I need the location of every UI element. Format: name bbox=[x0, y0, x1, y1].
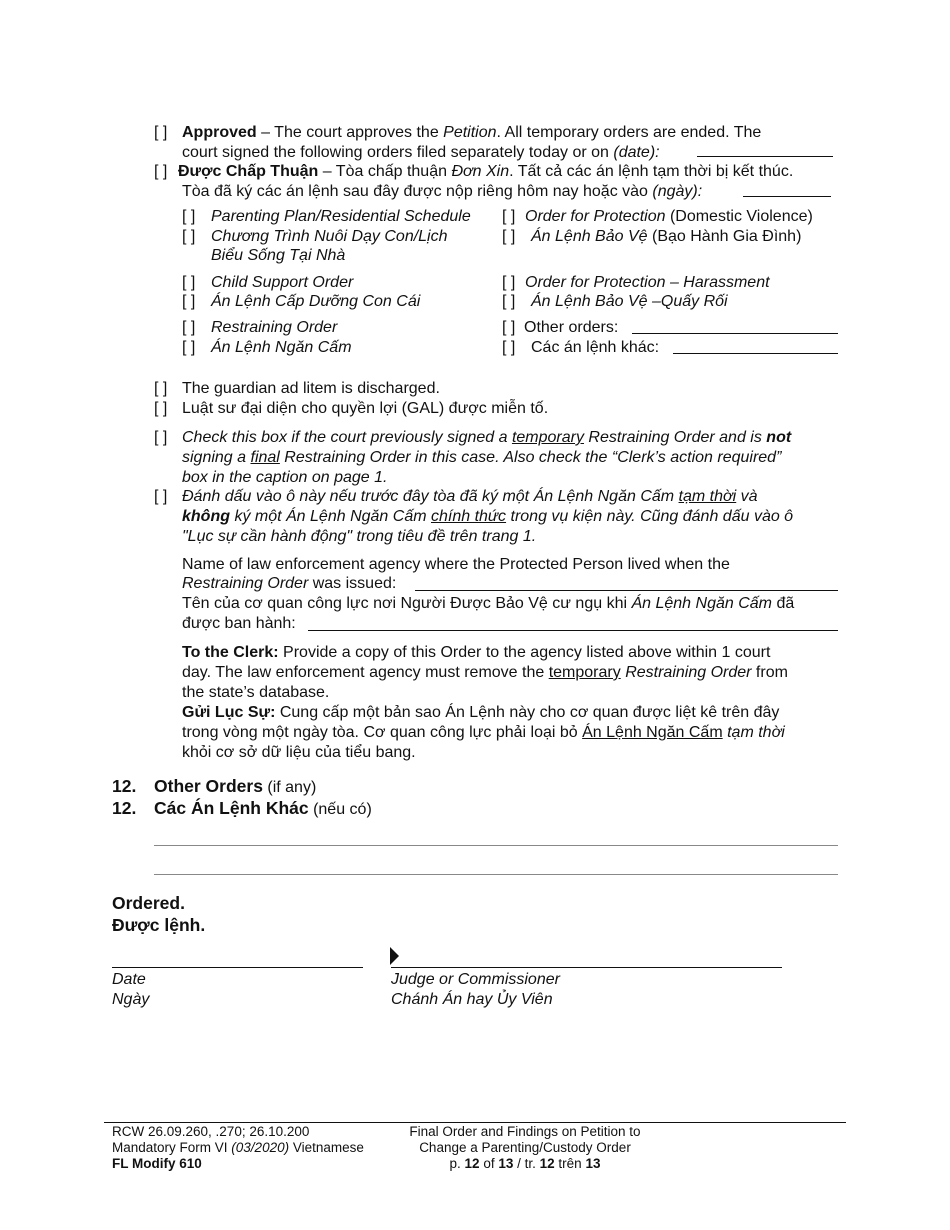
child-support-label: Child Support Order bbox=[211, 274, 354, 291]
other-orders-vi-field[interactable] bbox=[673, 353, 838, 354]
approved-date-field[interactable] bbox=[697, 156, 833, 157]
section-12-vi-number: 12. bbox=[112, 798, 137, 818]
clerk-en-line-2 bbox=[182, 663, 862, 683]
approved-vi-checkbox[interactable]: [ ] bbox=[154, 163, 168, 180]
date-label: (date): bbox=[613, 144, 660, 161]
clerk-vi-text-a: Cung cấp một bản sao Án Lệnh này cho cơ quan được liệt kê trên đây bbox=[275, 704, 780, 721]
protection-order-vi-suffix: (Bạo Hành Gia Đình) bbox=[647, 228, 802, 245]
other-orders-label: Other orders: bbox=[524, 319, 619, 336]
parenting-plan-vi-label-2: Biểu Sống Tại Nhà bbox=[211, 247, 346, 264]
agency-vi-line1 bbox=[182, 594, 794, 614]
clerk-title: To the Clerk: bbox=[182, 644, 279, 661]
approved-title: Approved bbox=[182, 124, 257, 141]
judge-label-en: Judge or Commissioner bbox=[391, 971, 560, 988]
agency-name-vi-field[interactable] bbox=[308, 630, 838, 631]
chinh-thuc-term: chính thức bbox=[430, 508, 507, 525]
petition-vi-term: Đơn Xin bbox=[451, 163, 510, 180]
clerk-text-b: day. The law enforcement agency must remove the bbox=[182, 664, 549, 681]
temp-ro-line-2 bbox=[182, 448, 852, 468]
footer-page-tr: / tr. bbox=[513, 1156, 540, 1171]
protection-order-title: Order for Protection bbox=[525, 208, 666, 225]
temp-ro-vi-text-b: và bbox=[736, 488, 758, 505]
agency-vi-text-b: đã bbox=[772, 595, 795, 612]
agency-vi-line2: được ban hành: bbox=[182, 615, 296, 632]
judge-label-vi: Chánh Án hay Ủy Viên bbox=[391, 991, 553, 1008]
clerk-vi-line-3: khỏi cơ sở dữ liệu của tiểu bang. bbox=[182, 744, 416, 761]
section-12-title bbox=[154, 776, 316, 798]
harassment-vi-label: Án Lệnh Bảo Vệ –Quấy Rối bbox=[531, 293, 728, 310]
temp-ro-text-a: Check this box if the court previously signed a bbox=[182, 429, 512, 446]
judge-signature-line[interactable] bbox=[391, 967, 782, 968]
temp-ro-vi-text bbox=[182, 487, 852, 547]
approved-text: – The court approves the bbox=[256, 124, 444, 141]
temp-ro-vi-line-2 bbox=[182, 507, 852, 527]
temp-ro-text bbox=[182, 428, 852, 488]
other-orders-checkbox[interactable]: [ ] bbox=[502, 319, 516, 336]
agency-ro-term: Restraining Order bbox=[182, 575, 309, 592]
clerk-ro: Restraining Order bbox=[625, 664, 752, 681]
temp-ro-vi-checkbox[interactable]: [ ] bbox=[154, 488, 168, 505]
guardian-checkbox[interactable]: [ ] bbox=[154, 380, 168, 397]
date-label-en: Date bbox=[112, 971, 146, 988]
footer-page-tren: trên bbox=[554, 1156, 586, 1171]
footer-title-1: Final Order and Findings on Petition to bbox=[409, 1124, 641, 1139]
signature-arrow-icon bbox=[389, 946, 401, 966]
restraining-order-vi-label: Án Lệnh Ngăn Cấm bbox=[211, 339, 352, 356]
approved-text-2: . All temporary orders are ended. The bbox=[496, 124, 762, 141]
clerk-vi-tam: tạm thời bbox=[727, 724, 785, 741]
clerk-vi-title: Gửi Lục Sự: bbox=[182, 704, 276, 721]
clerk-vi-line-2 bbox=[182, 723, 862, 743]
agency-was-issued: was issued: bbox=[308, 575, 397, 592]
section-12-number: 12. bbox=[112, 776, 137, 796]
footer-rcw: RCW 26.09.260, .270; 26.10.200 bbox=[112, 1124, 310, 1139]
parenting-plan-vi-label: Chương Trình Nuôi Dạy Con/Lịch bbox=[211, 228, 448, 245]
temp-ro-text-b: Restraining Order and is bbox=[583, 429, 767, 446]
footer-left bbox=[112, 1124, 364, 1172]
other-orders-vi-checkbox[interactable]: [ ] bbox=[502, 339, 516, 356]
date-signature-line[interactable] bbox=[112, 967, 363, 968]
other-orders-line-1[interactable] bbox=[154, 845, 838, 846]
temp-ro-vi-line-3: "Lục sự cần hành động" trong tiêu đề trên trang 1. bbox=[182, 528, 537, 545]
footer-page-of: of bbox=[479, 1156, 499, 1171]
approved-vi-line1 bbox=[178, 162, 858, 182]
section-12-vi-title bbox=[154, 798, 372, 820]
clerk-en bbox=[182, 643, 862, 763]
protection-order-vi-checkbox[interactable]: [ ] bbox=[502, 228, 516, 245]
approved-text-3: court signed the following orders filed separately today or on bbox=[182, 144, 614, 161]
approved-en-line2 bbox=[182, 143, 660, 163]
clerk-from: from bbox=[751, 664, 788, 681]
ordered-vi: Được lệnh. bbox=[112, 915, 206, 935]
footer-form bbox=[112, 1140, 364, 1156]
temporary-term: temporary bbox=[511, 429, 584, 446]
approved-checkbox[interactable]: [ ] bbox=[154, 124, 168, 141]
ordered-en: Ordered. bbox=[112, 893, 185, 913]
approved-en-line1 bbox=[182, 123, 832, 143]
khong-term: không bbox=[182, 508, 230, 525]
section-12-en-sub: (if any) bbox=[262, 779, 317, 796]
agency-en-line2 bbox=[182, 574, 396, 594]
temp-ro-vi-text-a: Đánh dấu vào ô này nếu trước đây tòa đã ký một Án Lệnh Ngăn Cấm bbox=[182, 488, 679, 505]
tam-thoi-term: tạm thời bbox=[678, 488, 737, 505]
clerk-temporary: temporary bbox=[548, 664, 621, 681]
petition-term: Petition bbox=[443, 124, 497, 141]
approved-vi-text: – Tòa chấp thuận bbox=[318, 163, 452, 180]
temp-ro-vi-line-1 bbox=[182, 487, 852, 507]
agency-name-field[interactable] bbox=[415, 590, 838, 591]
protection-order-suffix: (Domestic Violence) bbox=[665, 208, 813, 225]
clerk-vi-alnc: Án Lệnh Ngăn Cấm bbox=[582, 724, 723, 741]
restraining-order-checkbox[interactable]: [ ] bbox=[182, 319, 196, 336]
footer-title-2: Change a Parenting/Custody Order bbox=[419, 1140, 631, 1155]
footer-page-total-vi: 13 bbox=[585, 1156, 601, 1171]
guardian-vi-label: Luật sư đại diện cho quyền lợi (GAL) được miễn tố. bbox=[182, 400, 549, 417]
clerk-vi-line-1 bbox=[182, 703, 862, 723]
approved-vi-date-field[interactable] bbox=[743, 196, 831, 197]
footer-page bbox=[380, 1156, 670, 1172]
footer-form-a: Mandatory Form VI bbox=[112, 1140, 232, 1155]
clerk-en-line-1 bbox=[182, 643, 862, 663]
temp-ro-checkbox[interactable]: [ ] bbox=[154, 429, 168, 446]
child-support-vi-checkbox[interactable]: [ ] bbox=[182, 293, 196, 310]
footer-form-code: FL Modify 610 bbox=[112, 1156, 202, 1171]
temp-ro-text-c: signing a bbox=[182, 449, 251, 466]
footer-page-p: p. bbox=[449, 1156, 465, 1171]
section-12-vi-title-text: Các Án Lệnh Khác bbox=[154, 798, 309, 818]
parenting-plan-checkbox[interactable]: [ ] bbox=[182, 208, 196, 225]
footer-form-b: Vietnamese bbox=[289, 1140, 364, 1155]
other-orders-vi-label: Các án lệnh khác: bbox=[531, 339, 660, 356]
temp-ro-line-3: box in the caption on page 1. bbox=[182, 469, 388, 486]
final-term: final bbox=[250, 449, 280, 466]
approved-vi-text-2: . Tất cả các án lệnh tạm thời bị kết thúc. bbox=[509, 163, 794, 180]
date-label-vi: Ngày bbox=[112, 991, 150, 1008]
footer-form-date: (03/2020) bbox=[231, 1140, 290, 1155]
harassment-label: Order for Protection – Harassment bbox=[525, 274, 770, 291]
other-orders-field[interactable] bbox=[632, 333, 838, 334]
temp-ro-vi-text-c: ký một Án Lệnh Ngăn Cấm bbox=[230, 508, 431, 525]
temp-ro-text-d: Restraining Order in this case. Also check the “Clerk’s action required” bbox=[279, 449, 782, 466]
harassment-checkbox[interactable]: [ ] bbox=[502, 274, 516, 291]
parenting-plan-label: Parenting Plan/Residential Schedule bbox=[211, 208, 471, 225]
footer-page-total: 13 bbox=[498, 1156, 514, 1171]
temp-ro-line-1 bbox=[182, 428, 852, 448]
agency-vi-text-a: Tên của cơ quan công lực nơi Người Được Bảo Vệ cư ngụ khi bbox=[182, 595, 632, 612]
approved-vi-text-3: Tòa đã ký các án lệnh sau đây được nộp riêng hôm nay hoặc vào bbox=[182, 183, 653, 200]
footer-rule bbox=[104, 1122, 846, 1123]
guardian-label: The guardian ad litem is discharged. bbox=[182, 380, 440, 397]
clerk-text-a: Provide a copy of this Order to the agency listed above within 1 court bbox=[278, 644, 771, 661]
protection-order-checkbox[interactable]: [ ] bbox=[502, 208, 516, 225]
protection-order-vi-title: Án Lệnh Bảo Vệ bbox=[531, 228, 648, 245]
approved-vi-title: Được Chấp Thuận bbox=[178, 163, 319, 180]
section-12-en-title: Other Orders bbox=[154, 776, 263, 796]
approved-vi-line2 bbox=[182, 182, 702, 202]
not-term: not bbox=[766, 429, 792, 446]
temp-ro-vi-text-d: trong vụ kiện này. Cũng đánh dấu vào ô bbox=[506, 508, 794, 525]
restraining-order-vi-checkbox[interactable]: [ ] bbox=[182, 339, 196, 356]
agency-en-line1: Name of law enforcement agency where the Protected Person lived when the bbox=[182, 556, 730, 573]
parenting-plan-vi-checkbox[interactable]: [ ] bbox=[182, 228, 196, 245]
harassment-vi-checkbox[interactable]: [ ] bbox=[502, 293, 516, 310]
child-support-vi-label: Án Lệnh Cấp Dưỡng Con Cái bbox=[211, 293, 421, 310]
clerk-vi-text-b: trong vòng một ngày tòa. Cơ quan công lực phải loại bỏ bbox=[182, 724, 583, 741]
footer-page-num-vi: 12 bbox=[539, 1156, 555, 1171]
clerk-en-line-3: the state’s database. bbox=[182, 684, 330, 701]
protection-order-label bbox=[525, 207, 813, 227]
date-vi-label: (ngày): bbox=[652, 183, 703, 200]
guardian-vi-checkbox[interactable]: [ ] bbox=[154, 400, 168, 417]
other-orders-line-2[interactable] bbox=[154, 874, 838, 875]
child-support-checkbox[interactable]: [ ] bbox=[182, 274, 196, 291]
restraining-order-label: Restraining Order bbox=[211, 319, 338, 336]
footer-center bbox=[380, 1124, 670, 1172]
footer-page-num: 12 bbox=[464, 1156, 480, 1171]
section-12-vi-sub: (nếu có) bbox=[308, 801, 372, 818]
protection-order-vi-label bbox=[531, 227, 801, 247]
agency-vi-alnc: Án Lệnh Ngăn Cấm bbox=[631, 595, 772, 612]
